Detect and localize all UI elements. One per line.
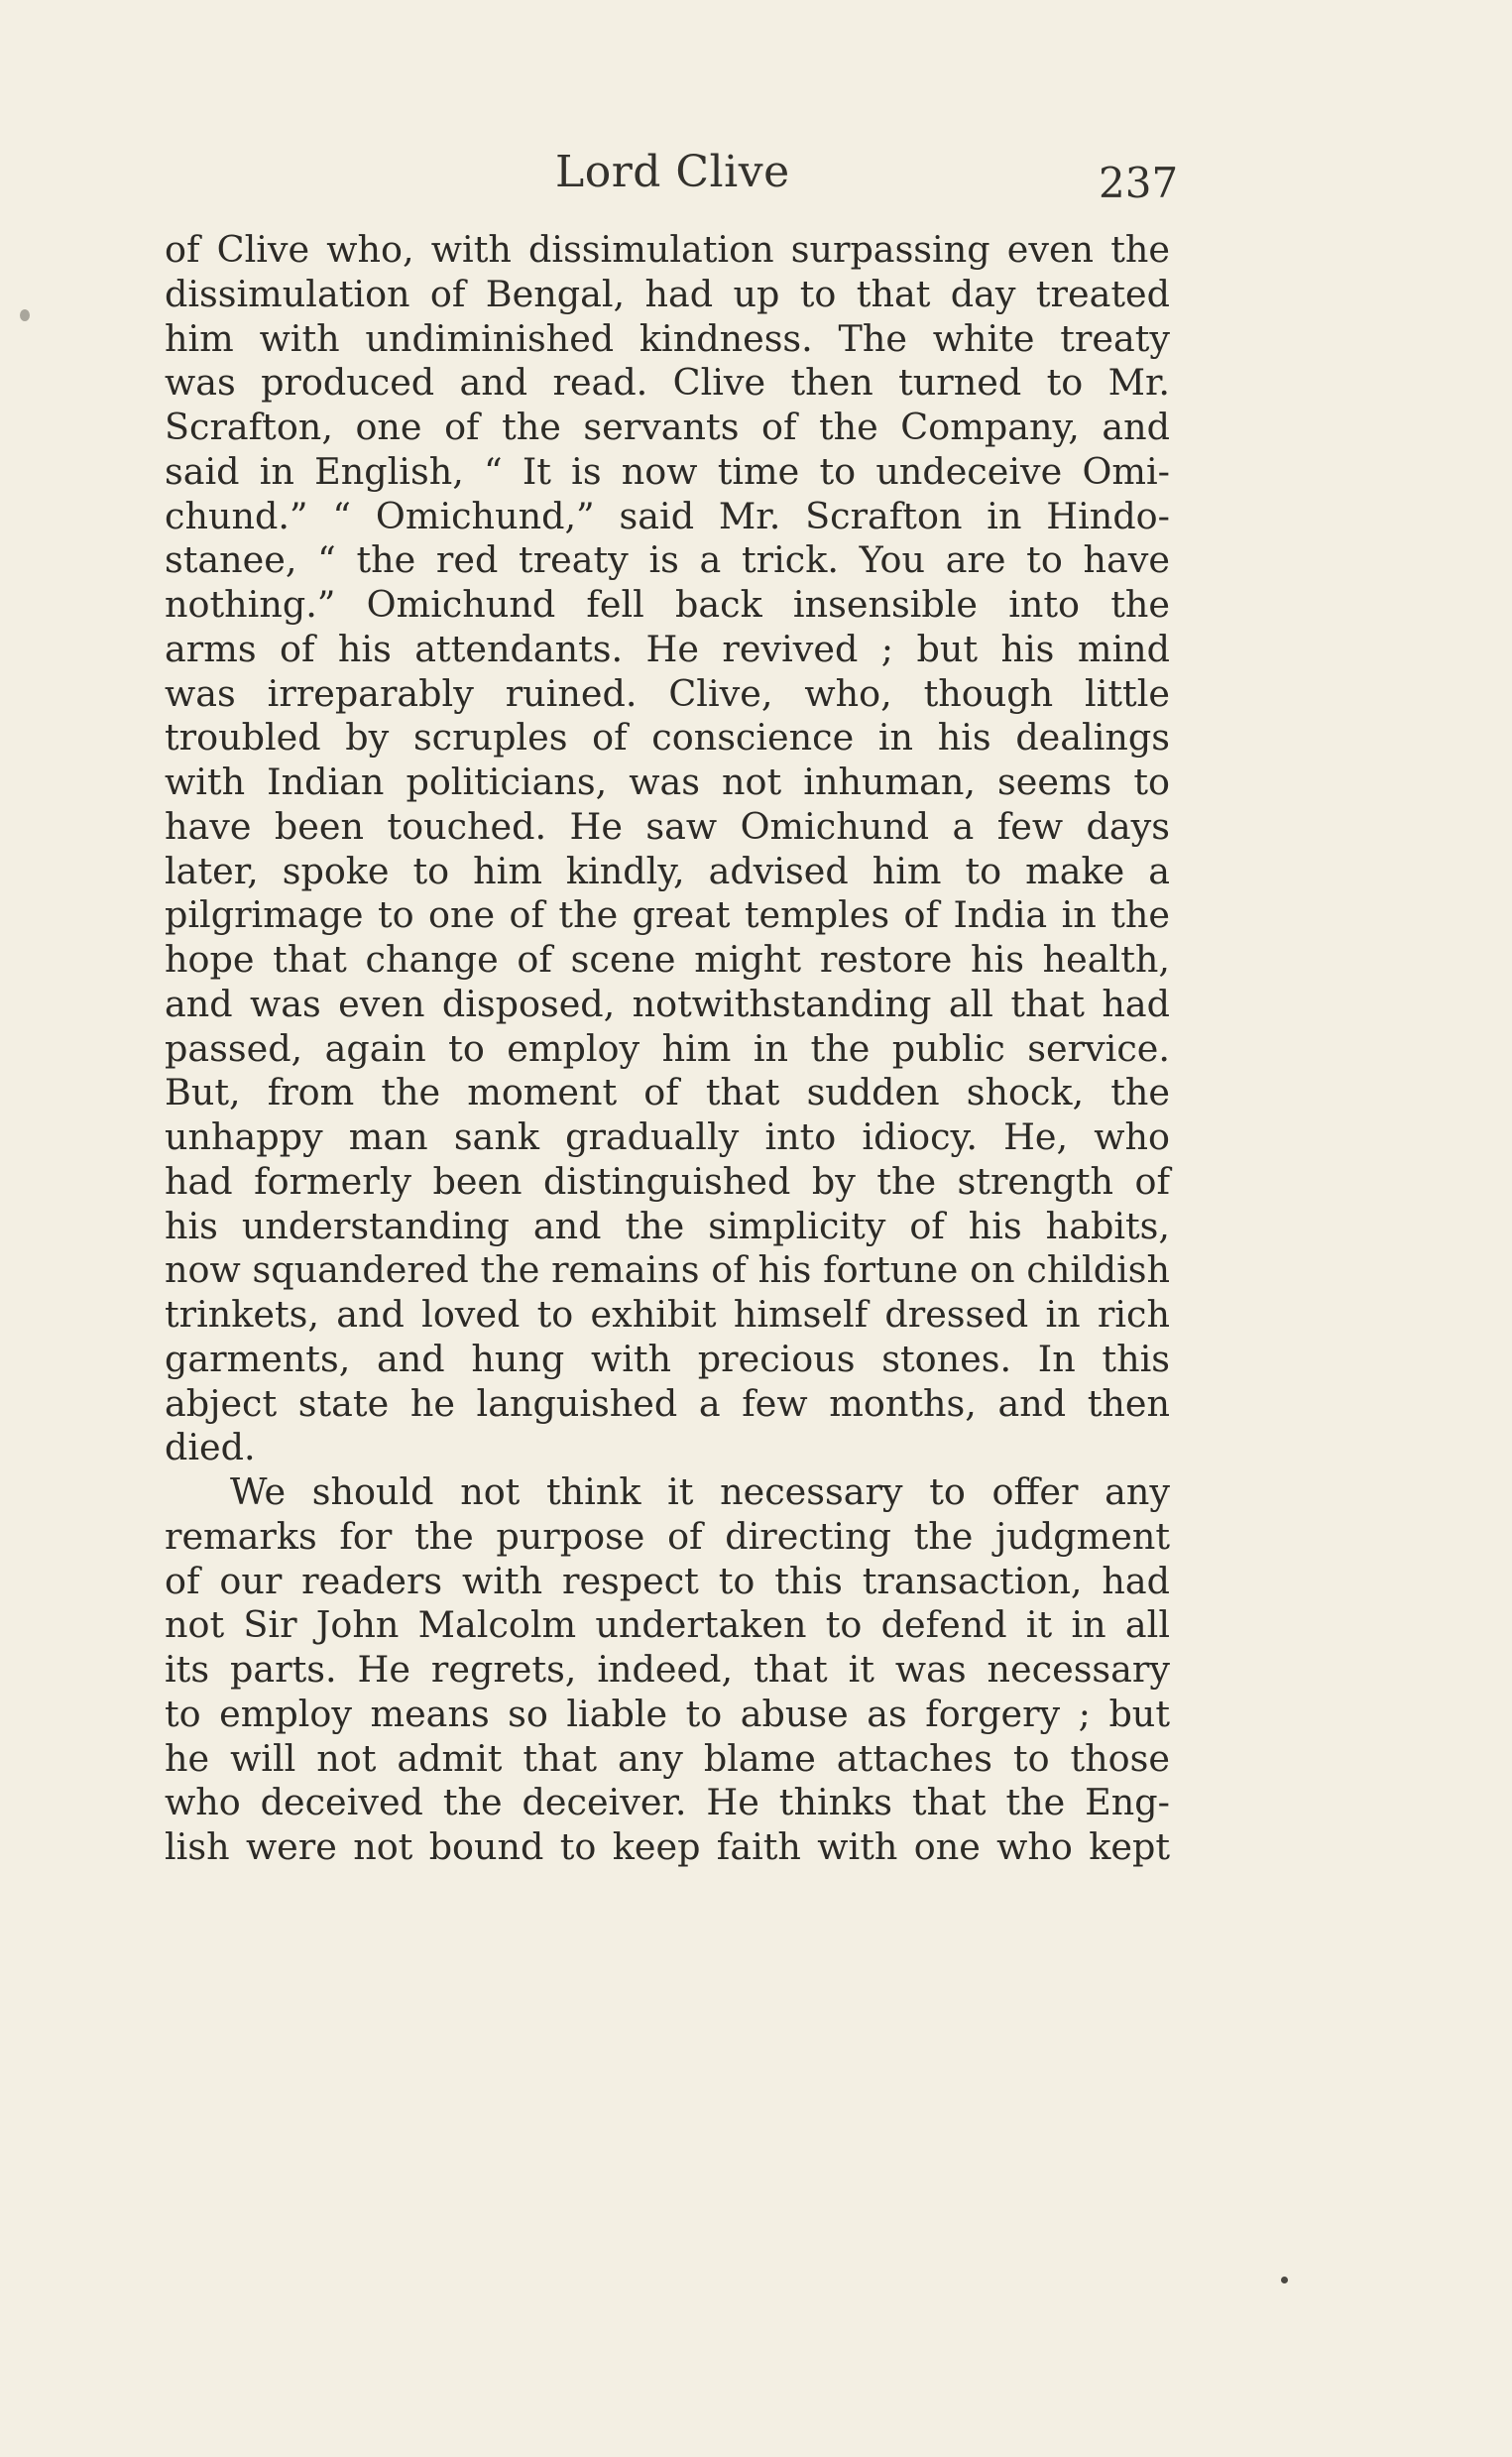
page-header	[0, 147, 1512, 206]
text-line: dissimulation of Bengal, had up to that day treated	[165, 272, 1170, 315]
text-line: was produced and read. Clive then turned to Mr.	[165, 361, 1170, 405]
text-line: Scrafton, one of the servants of the Company, and	[165, 406, 1170, 448]
text-line: was irreparably ruined. Clive, who, though little	[165, 671, 1170, 715]
text-line: hope that change of scene might restore his health,	[165, 938, 1170, 981]
text-line: arms of his attendants. He revived ; but his mind	[165, 627, 1170, 670]
text-line: not Sir John Malcolm undertaken to defend it in all	[165, 1603, 1170, 1647]
text-line: had formerly been distinguished by the strength of	[165, 1159, 1170, 1203]
text-line: chund.” “ Omichund,” said Mr. Scrafton in Hindo-	[165, 494, 1170, 537]
text-line: nothing.” Omichund fell back insensible into the	[165, 583, 1170, 626]
text-line: with Indian politicians, was not inhuman, seems to	[165, 760, 1170, 803]
text-line: of our readers with respect to this transaction, had	[165, 1559, 1170, 1602]
text-line: and was even disposed, notwithstanding all that had	[165, 982, 1170, 1025]
text-line: its parts. He regrets, indeed, that it was necessary	[165, 1648, 1170, 1691]
text-line: he will not admit that any blame attaches to those	[165, 1736, 1170, 1780]
text-line: his understanding and the simplicity of his habits,	[165, 1204, 1170, 1247]
text-line: to employ means so liable to abuse as forgery ; but	[165, 1692, 1170, 1735]
text-line: stanee, “ the red treaty is a trick. You are to have	[165, 538, 1170, 582]
text-line: passed, again to employ him in the public service.	[165, 1026, 1170, 1070]
body-text	[165, 228, 1170, 1870]
paper-speck	[1281, 2277, 1288, 2283]
text-line: died.	[165, 1426, 256, 1469]
text-line: abject state he languished a few months, and then	[165, 1381, 1170, 1425]
text-line: lish were not bound to keep faith with one who kept	[165, 1825, 1170, 1868]
text-line: unhappy man sank gradually into idiocy. He, who	[165, 1115, 1170, 1158]
page-number: 237	[1099, 159, 1179, 207]
running-title: Lord Clive	[555, 147, 790, 197]
text-line: troubled by scruples of conscience in his dealings	[165, 716, 1170, 760]
text-line: said in English, “ It is now time to undeceive Omi-	[165, 449, 1170, 493]
text-line: We should not think it necessary to offer any	[230, 1470, 1170, 1513]
text-line: now squandered the remains of his fortune on childish	[165, 1248, 1170, 1292]
text-line: But, from the moment of that sudden shock, the	[165, 1071, 1170, 1114]
paper-speck	[20, 309, 30, 321]
text-line: of Clive who, with dissimulation surpassing even the	[165, 228, 1170, 271]
text-line: him with undiminished kindness. The white treaty	[165, 316, 1170, 360]
text-line: remarks for the purpose of directing the judgment	[165, 1514, 1170, 1558]
text-line: later, spoke to him kindly, advised him to make a	[165, 849, 1170, 892]
text-line: trinkets, and loved to exhibit himself dressed in rich	[165, 1293, 1170, 1336]
text-line: garments, and hung with precious stones. In this	[165, 1337, 1170, 1380]
text-line: pilgrimage to one of the great temples of India in the	[165, 893, 1170, 937]
text-line: who deceived the deceiver. He thinks that the Eng-	[165, 1781, 1170, 1824]
text-line: have been touched. He saw Omichund a few days	[165, 804, 1170, 848]
